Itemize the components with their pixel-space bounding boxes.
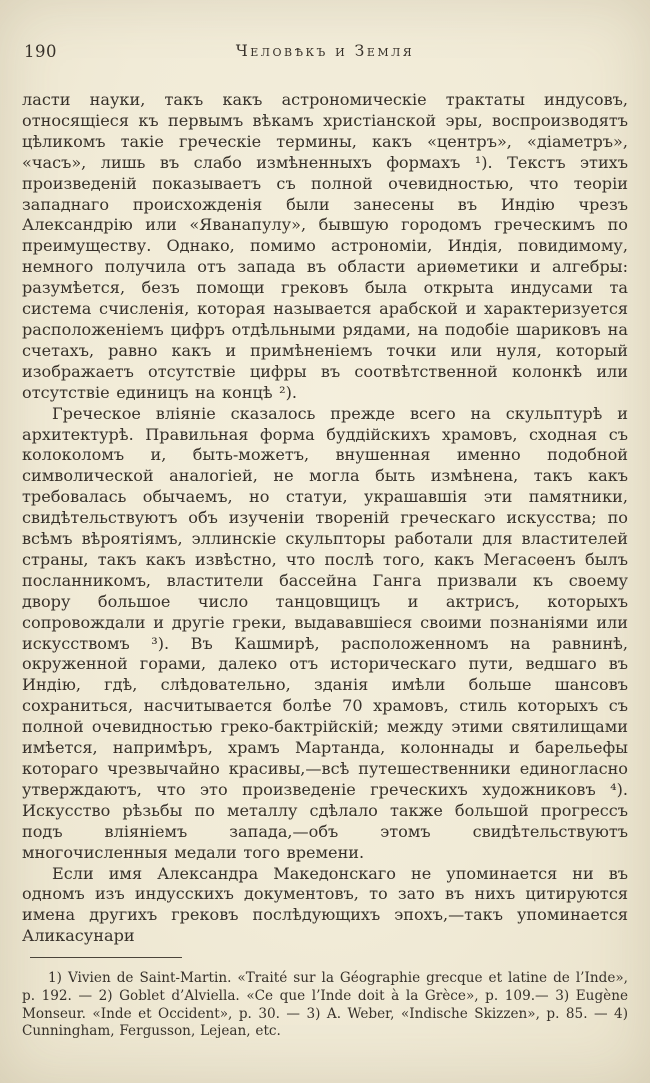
page-number: 190 (24, 42, 57, 61)
paragraph-continued: ласти науки, такъ какъ астрономическіе трактаты индусовъ, относящіеся къ первымъ вѣкамъ христіанской эры, воспроизводятъ цѣликомъ такіе греческіе термины, какъ «центръ», «діаметръ», «часъ», лишь въ слабо измѣненныхъ формахъ ¹). Текстъ этихъ произведеній показываетъ съ полной очевидностью, что теоріи западнаго происхожденія были занесены въ Индію чрезъ Александрію или «Яванапулу», бывшую городомъ греческимъ по преимуществу. Однако, помимо астрономіи, Индія, повидимому, немного получила отъ запада въ области ариѳметики и алгебры: разумѣется, безъ помощи грековъ была открыта индусами та система счисленія, которая называется арабской и характеризуется расположеніемъ цифръ отдѣльными рядами, на подобіе шариковъ на счетахъ, равно какъ и примѣненіемъ точки или нуля, который изображаетъ отсутствіе цифры въ соотвѣтственной колонкѣ или отсутствіе единицъ на концѣ ²). (22, 90, 628, 402)
footnotes-section (22, 957, 628, 1041)
paragraph-alexander: Если имя Александра Македонскаго не упоминается ни въ одномъ изъ индусскихъ документовъ, то зато въ нихъ цитируются имена другихъ грековъ послѣдующихъ эпохъ,—такъ упоминается Аликасунари (22, 863, 628, 946)
footnotes-text: 1) Vivien de Saint-Martin. «Traité sur la Géographie grecque et latine de l’Inde», p. 192. — 2) Goblet d’Alviella. «Ce que l’Inde doit à la Grèce», p. 109.— 3) Eugène Monseur. «Inde et Occident», p. 30. — 3) A. Weber, «Indische Skizzen», p. 85. — 4) Cunningham, Fergusson, Lejean, etc. (22, 970, 628, 1040)
paragraph-greek-influence: Греческое вліяніе сказалось прежде всего на скульптурѣ и архитектурѣ. Правильная форма буддійскихъ храмовъ, сходная съ колоколомъ и, быть-можетъ, внушенная именно подобной символической аналогіей, не могла быть измѣнена, такъ какъ требовалась обычаемъ, но статуи, украшавшія эти памятники, свидѣтельствуютъ объ изученіи твореній греческаго искусства; по всѣмъ вѣроятіямъ, эллинскіе скульпторы работали для властителей страны, такъ какъ извѣстно, что послѣ того, какъ Мегасѳенъ былъ посланникомъ, властители бассейна Ганга призвали къ своему двору большое число танцовщицъ и актрисъ, которыхъ сопровождали и другіе греки, выдававшіеся своими познаніями или искусствомъ ³). Въ Кашмирѣ, расположенномъ на равнинѣ, окруженной горами, далеко отъ историческаго пути, ведшаго въ Индію, гдѣ, слѣдовательно, зданія имѣли больше шансовъ сохраниться, насчитывается болѣе 70 храмовъ, стиль которыхъ съ полной очевидностью греко-бактрійскій; между этими святилищами имѣется, напримѣръ, храмъ Мартанда, колоннады и барельефы котораго чрезвычайно красивы,—всѣ путешественники единогласно утверждаютъ, что это произведеніе греческихъ художниковъ ⁴). Искусство рѣзьбы по металлу сдѣлало также большой прогрессъ подъ вліяніемъ запада,—объ этомъ свидѣтельствуютъ многочисленныя медали того времени. (22, 403, 628, 862)
running-title: Человѣкъ и Земля (235, 42, 415, 60)
body-text (22, 90, 628, 947)
footnote-divider (30, 957, 182, 958)
page-header (22, 42, 628, 64)
